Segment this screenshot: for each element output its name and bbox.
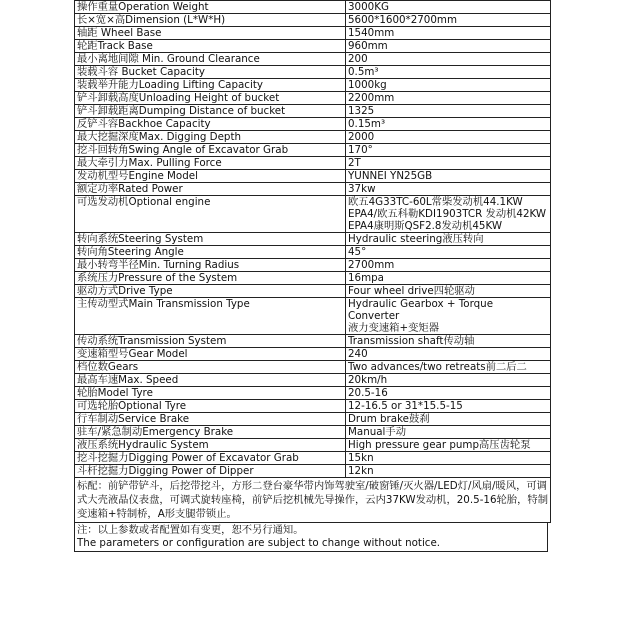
spec-value: Two advances/two retreats前二后二 [346,361,551,374]
spec-value: 45° [346,246,551,259]
main-transmission-line: Converter [348,310,400,322]
note-english: The parameters or configuration are subject to change without notice. [77,537,441,549]
spec-row [75,426,551,439]
spec-value: 12-16.5 or 31*15.5-15 [346,400,551,413]
spec-row [75,157,551,170]
spec-value: 37kw [346,183,551,196]
main-transmission-line: Hydraulic Gearbox + Torque [348,298,494,310]
spec-label: 发动机型号Engine Model [75,170,346,183]
spec-value: 2200mm [346,92,551,105]
spec-label: 行车制动Service Brake [75,413,346,426]
spec-value: 5600*1600*2700mm [346,14,551,27]
spec-row [75,131,551,144]
spec-label: 挖斗回转角Swing Angle of Excavator Grab [75,144,346,157]
spec-value: 200 [346,53,551,66]
spec-label: 液压系统Hydraulic System [75,439,346,452]
spec-row [75,1,551,14]
spec-label: 可选轮胎Optional Tyre [75,400,346,413]
spec-label: 转向系统Steering System [75,233,346,246]
optional-engine-line: EPA4康明斯QSF2.8发动机45KW [348,220,503,232]
spec-row [75,465,551,478]
main-transmission-row [75,298,551,335]
spec-value: 170° [346,144,551,157]
spec-label: 操作重量Operation Weight [75,1,346,14]
spec-row [75,387,551,400]
optional-engine-value [346,196,551,233]
spec-label: 挖斗挖掘力Digging Power of Excavator Grab [75,452,346,465]
spec-label: 额定功率Rated Power [75,183,346,196]
spec-row [75,374,551,387]
spec-label: 斗杆挖掘力Digging Power of Dipper [75,465,346,478]
spec-label: 装载举升能力Loading Lifting Capacity [75,79,346,92]
spec-row [75,452,551,465]
spec-row [75,66,551,79]
spec-label: 最大牵引力Max. Pulling Force [75,157,346,170]
spec-row [75,118,551,131]
spec-value: 960mm [346,40,551,53]
main-transmission-value [346,298,551,335]
spec-row [75,53,551,66]
optional-engine-line: 欧五4G33TC-60L常柴发动机44.1KW [348,196,523,208]
spec-label: 系统压力Pressure of the System [75,272,346,285]
spec-label: 最小离地间隙 Min. Ground Clearance [75,53,346,66]
spec-row [75,79,551,92]
spec-value: Drum brake鼓刹 [346,413,551,426]
spec-value: Manual手动 [346,426,551,439]
spec-label: 驱动方式Drive Type [75,285,346,298]
spec-label: 传动系统Transmission System [75,335,346,348]
spec-row [75,144,551,157]
spec-label: 档位数Gears [75,361,346,374]
spec-value: 20.5-16 [346,387,551,400]
optional-engine-row [75,196,551,233]
spec-value: 1000kg [346,79,551,92]
spec-label: 最小转弯半径Min. Turning Radius [75,259,346,272]
optional-engine-label: 可选发动机Optional engine [75,196,346,233]
spec-row [75,92,551,105]
spec-label: 轴距 Wheel Base [75,27,346,40]
spec-value: 2T [346,157,551,170]
spec-row [75,170,551,183]
spec-label: 变速箱型号Gear Model [75,348,346,361]
spec-label: 铲斗卸载距离Dumping Distance of bucket [75,105,346,118]
optional-engine-line: EPA4/欧五科勒KDI1903TCR 发动机42KW [348,208,547,220]
spec-value: 2700mm [346,259,551,272]
spec-label: 装载斗容 Bucket Capacity [75,66,346,79]
notes-box [74,523,548,552]
spec-value: Four wheel drive四轮驱动 [346,285,551,298]
spec-row [75,272,551,285]
spec-row [75,233,551,246]
spec-value: 20km/h [346,374,551,387]
spec-row [75,439,551,452]
standard-config-text: 标配：前铲带铲斗，后挖带挖斗，方形二登台豪华带内饰驾驶室/破窗锤/灭火器/LED灯/风扇/暖风，可调式大壳液晶仪表盘，可调式旋转座椅，前铲后挖机械先导操作，云内37KW发动机，20.5-16轮胎，特制变速箱+特制桥，A形支腿带锁止。 [75,478,551,523]
spec-row [75,400,551,413]
spec-label: 长×宽×高Dimension (L*W*H) [75,14,346,27]
spec-label: 转向角Steering Angle [75,246,346,259]
spec-sheet [74,0,546,552]
spec-row [75,348,551,361]
spec-table [74,0,551,523]
spec-row [75,183,551,196]
spec-value: 0.15m³ [346,118,551,131]
spec-row [75,105,551,118]
spec-label: 最大挖掘深度Max. Digging Depth [75,131,346,144]
spec-row [75,335,551,348]
spec-label: 轮距Track Base [75,40,346,53]
note-chinese: 注：以上参数或者配置如有变更，恕不另行通知。 [77,524,304,536]
spec-value: 3000KG [346,1,551,14]
spec-row [75,259,551,272]
spec-value: 240 [346,348,551,361]
spec-value: High pressure gear pump高压齿轮泵 [346,439,551,452]
spec-value: 15kn [346,452,551,465]
spec-row [75,413,551,426]
spec-row [75,14,551,27]
spec-row [75,361,551,374]
main-transmission-label: 主传动型式Main Transmission Type [75,298,346,335]
standard-config-row [75,478,551,523]
spec-value: Transmission shaft传动轴 [346,335,551,348]
spec-row [75,40,551,53]
spec-row [75,246,551,259]
spec-row [75,27,551,40]
spec-value: 12kn [346,465,551,478]
spec-value: 0.5m³ [346,66,551,79]
spec-label: 轮胎Model Tyre [75,387,346,400]
spec-row [75,285,551,298]
main-transmission-line: 液力变速箱+变矩器 [348,322,440,334]
spec-value: 1540mm [346,27,551,40]
spec-value: 1325 [346,105,551,118]
spec-value: 16mpa [346,272,551,285]
spec-label: 铲斗卸载高度Unloading Height of bucket [75,92,346,105]
spec-value: Hydraulic steering液压转向 [346,233,551,246]
spec-value: YUNNEI YN25GB [346,170,551,183]
spec-label: 最高车速Max. Speed [75,374,346,387]
spec-value: 2000 [346,131,551,144]
spec-label: 反铲斗容Backhoe Capacity [75,118,346,131]
spec-label: 驻车/紧急制动Emergency Brake [75,426,346,439]
